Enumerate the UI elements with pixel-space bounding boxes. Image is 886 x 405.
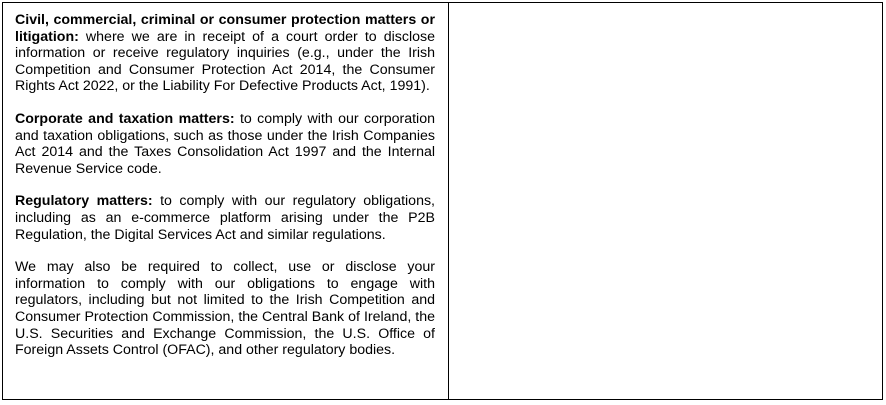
section-corporate-taxation: [15, 111, 435, 177]
table-cell-empty: [449, 3, 882, 399]
section-heading: Corporate and taxation matters:: [15, 110, 235, 127]
section-heading: Civil, commercial, criminal or consumer protection matters or litigation:: [15, 12, 435, 45]
section-regulatory: [15, 193, 435, 243]
section-heading: Regulatory matters:: [15, 193, 153, 210]
section-body: to comply with our regulatory obligations, including as an e-commerce platform arising under the P2B Regulation, the Digital Services Act and similar regulations.: [15, 193, 435, 243]
section-body: to comply with our corporation and taxation obligations, such as those under the Irish Companies Act 2014 and the Taxes Consolidation Act 1997 and the Internal Revenue Service code.: [15, 110, 435, 177]
legal-basis-table-row: [2, 2, 883, 400]
closing-paragraph: We may also be required to collect, use or disclose your information to comply with our obligations to engage with regulators, including but not limited to the Irish Competition and Consumer Protection Commission, the Central Bank of Ireland, the U.S. Securities and Exchange Commission, the U.S. Office of Foreign Assets Control (OFAC), and other regulatory bodies.: [15, 259, 435, 359]
table-cell-description: [3, 3, 449, 399]
section-civil-commercial-criminal: [15, 12, 435, 95]
section-body: where we are in receipt of a court order to disclose information or receive regulatory inquiries (e.g., under the Irish Competition and Consumer Protection Act 2014, the Consumer Rights Act 2022, or the Liability For Defective Products Act, 1991).: [15, 28, 435, 95]
